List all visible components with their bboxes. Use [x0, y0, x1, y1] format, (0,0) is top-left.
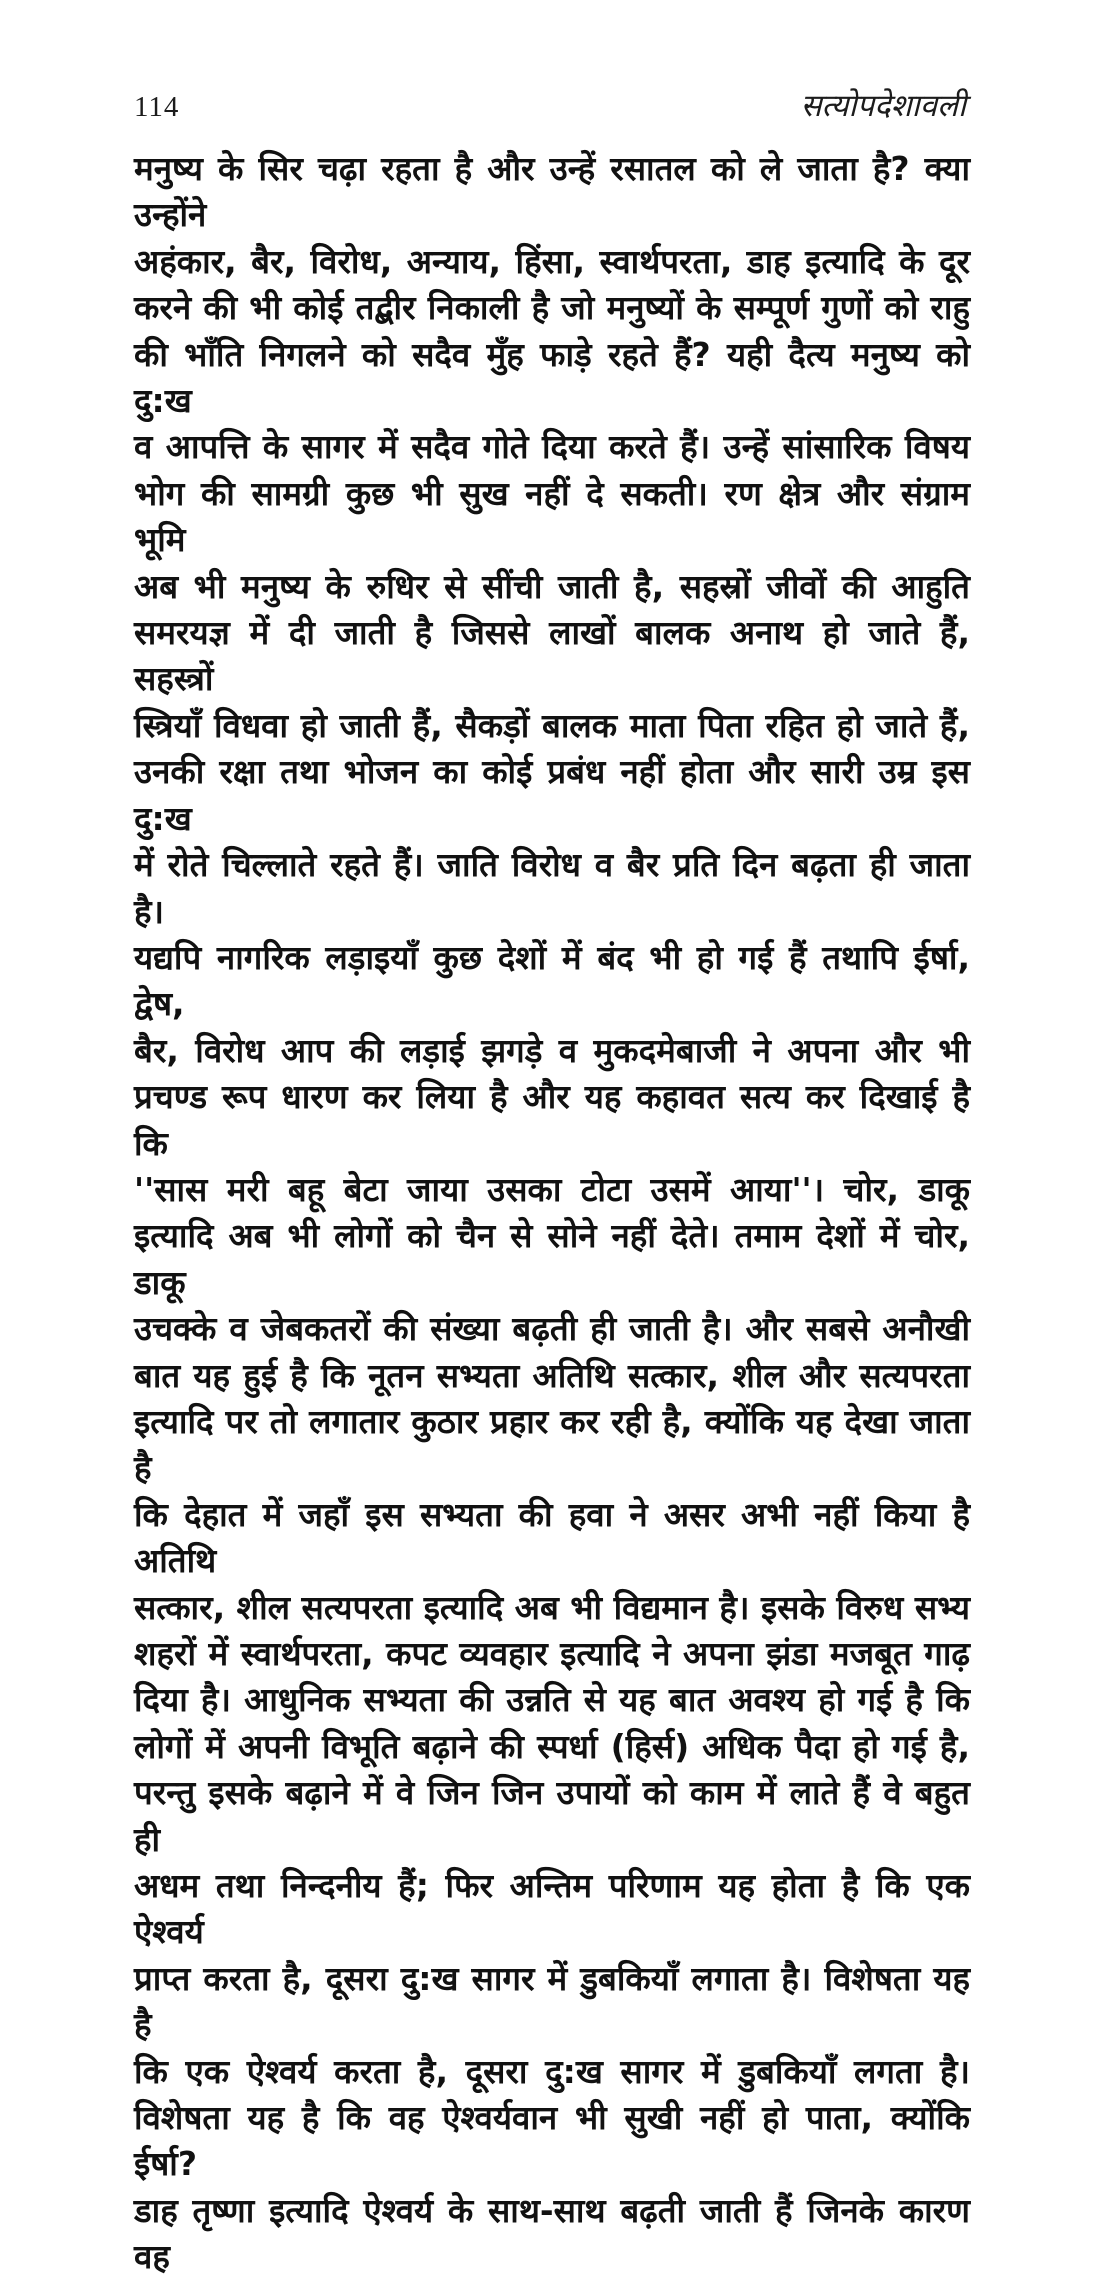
page-number: 114: [134, 91, 180, 123]
text-line: प्रचण्ड रूप धारण कर लिया है और यह कहावत सत्य कर दिखाई है कि: [134, 1077, 970, 1163]
text-line: अब भी मनुष्य के रुधिर से सींची जाती है, सहस्रों जीवों की आहुति: [134, 566, 970, 606]
text-line: अहंकार, बैर, विरोध, अन्याय, हिंसा, स्वार्थपरता, डाह इत्यादि के दूर: [134, 241, 970, 281]
text-line: मनुष्य के सिर चढ़ा रहता है और उन्हें रसातल को ले जाता है? क्या उन्होंने: [134, 149, 970, 235]
text-line: व आपत्ति के सागर में सदैव गोते दिया करते हैं। उन्हें सांसारिक विषय: [134, 427, 970, 467]
text-line: कि देहात में जहाँ इस सभ्यता की हवा ने असर अभी नहीं किया है अतिथि: [134, 1494, 970, 1581]
body-text: [134, 146, 970, 2281]
text-line: बैर, विरोध आप की लड़ाई झगड़े व मुकदमेबाजी ने अपना और भी: [134, 1030, 970, 1070]
text-line: यद्यपि नागरिक लड़ाइयाँ कुछ देशों में बंद भी हो गई हैं तथापि ईर्षा, द्वेष,: [134, 937, 970, 1024]
text-line: विशेषता यह है कि वह ऐश्वर्यवान भी सुखी नहीं हो पाता, क्योंकि ईर्षा?: [134, 2098, 970, 2184]
text-line: अधम तथा निन्दनीय हैं; फिर अन्तिम परिणाम यह होता है कि एक ऐश्वर्य: [134, 1866, 970, 1952]
text-line: उनकी रक्षा तथा भोजन का कोई प्रबंध नहीं होता और सारी उम्र इस दु:ख: [134, 752, 970, 838]
text-line: कि एक ऐश्वर्य करता है, दूसरा दु:ख सागर में डुबकियाँ लगता है।: [134, 2051, 970, 2091]
text-line: दिया है। आधुनिक सभ्यता की उन्नति से यह बात अवश्य हो गई है कि: [134, 1680, 970, 1720]
text-line: में रोते चिल्लाते रहते हैं। जाति विरोध व बैर प्रति दिन बढ़ता ही जाता है।: [134, 845, 970, 931]
text-line: परन्तु इसके बढ़ाने में वे जिन जिन उपायों को काम में लाते हैं वे बहुत ही: [134, 1773, 970, 1859]
text-line: प्राप्त करता है, दूसरा दु:ख सागर में डुबकियाँ लगाता है। विशेषता यह है: [134, 1958, 970, 2045]
text-line: करने की भी कोई तद्बीर निकाली है जो मनुष्यों के सम्पूर्ण गुणों को राहु: [134, 288, 970, 328]
text-line: इत्यादि पर तो लगातार कुठार प्रहार कर रही है, क्योंकि यह देखा जाता है: [134, 1401, 970, 1488]
text-line: ''सास मरी बहू बेटा जाया उसका टोटा उसमें आया''। चोर, डाकू: [134, 1169, 970, 1209]
text-line: सत्कार, शील सत्यपरता इत्यादि अब भी विद्यमान है। इसके विरुध सभ्य: [134, 1587, 970, 1627]
text-line: भोग की सामग्री कुछ भी सुख नहीं दे सकती। रण क्षेत्र और संग्राम भूमि: [134, 473, 970, 560]
book-title-header: सत्योपदेशावली: [800, 88, 966, 124]
text-line: उचक्के व जेबकतरों की संख्या बढ़ती ही जाती है। और सबसे अनौखी: [134, 1309, 970, 1349]
text-line: शहरों में स्वार्थपरता, कपट व्यवहार इत्यादि ने अपना झंडा मजबूत गाढ़: [134, 1634, 970, 1673]
text-line: की भाँति निगलने को सदैव मुँह फाड़े रहते हैं? यही दैत्य मनुष्य को दु:ख: [134, 334, 970, 421]
text-line: स्त्रियाँ विधवा हो जाती हैं, सैकड़ों बालक माता पिता रहित हो जाते हैं,: [134, 705, 970, 745]
text-line: समरयज्ञ में दी जाती है जिससे लाखों बालक अनाथ हो जाते हैं, सहस्त्रों: [134, 613, 970, 699]
page-header: [0, 0, 1100, 126]
text-line: इत्यादि अब भी लोगों को चैन से सोने नहीं देते। तमाम देशों में चोर, डाकू: [134, 1216, 970, 1302]
text-line: बात यह हुई है कि नूतन सभ्यता अतिथि सत्कार, शील और सत्यपरता: [134, 1355, 970, 1395]
text-line: डाह तृष्णा इत्यादि ऐश्वर्य के साथ-साथ बढ़ती जाती हैं जिनके कारण वह: [134, 2190, 970, 2277]
text-line: लोगों में अपनी विभूति बढ़ाने की स्पर्धा (हिर्स) अधिक पैदा हो गई है,: [134, 1726, 970, 1766]
